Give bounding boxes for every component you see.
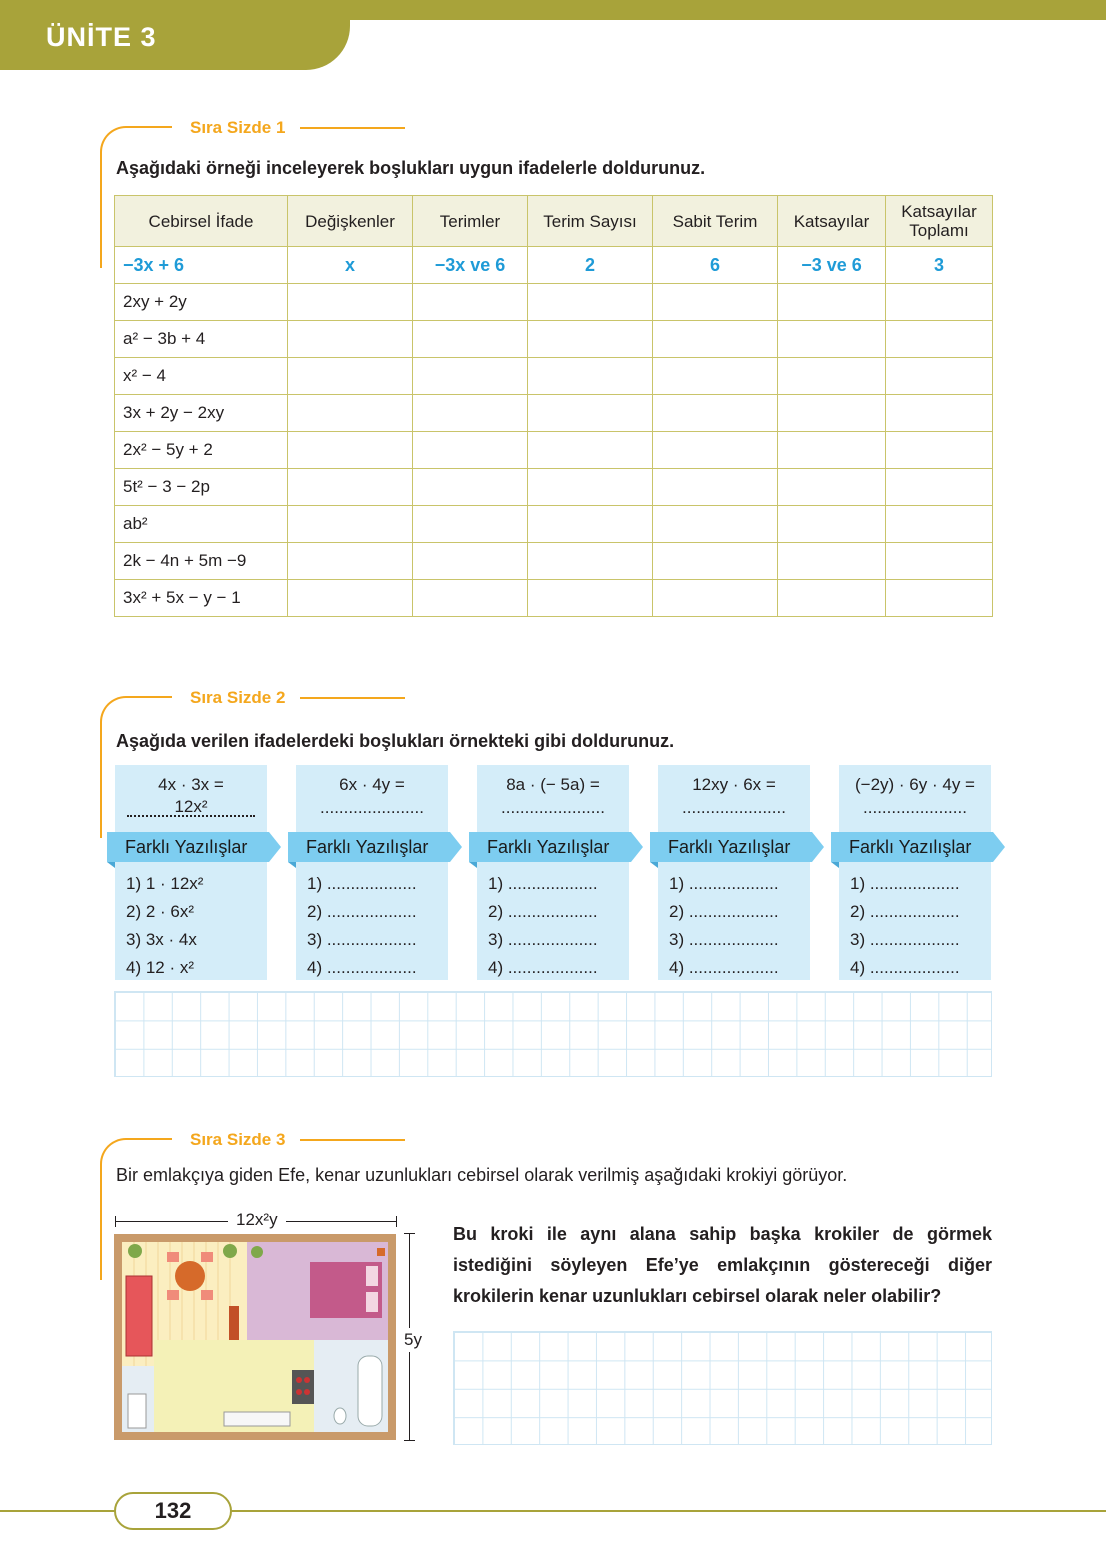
answer-cell[interactable] bbox=[528, 358, 653, 395]
table-header-row bbox=[115, 196, 993, 247]
card-list bbox=[307, 870, 417, 982]
chair bbox=[167, 1252, 179, 1262]
list-item[interactable]: 3) ................... bbox=[669, 930, 779, 949]
cabinet bbox=[229, 1306, 239, 1342]
list-item[interactable]: 3) ................... bbox=[850, 930, 960, 949]
card-answer: 12x² bbox=[127, 797, 255, 817]
header-cell: Sabit Terim bbox=[653, 196, 778, 247]
header-cell: Katsayılar bbox=[778, 196, 886, 247]
table-row bbox=[115, 506, 993, 543]
section3-line bbox=[300, 1139, 405, 1141]
answer-cell[interactable] bbox=[886, 395, 993, 432]
product-card[interactable] bbox=[839, 765, 991, 980]
header-cell: Cebirsel İfade bbox=[115, 196, 288, 247]
answer-cell[interactable] bbox=[778, 543, 886, 580]
table-row bbox=[115, 469, 993, 506]
stairs bbox=[128, 1394, 146, 1428]
plant-icon bbox=[128, 1244, 142, 1258]
answer-cell[interactable] bbox=[413, 432, 528, 469]
list-item[interactable]: 1) ................... bbox=[488, 874, 598, 893]
example-cell: 3 bbox=[886, 247, 993, 284]
answer-cell[interactable] bbox=[778, 395, 886, 432]
answer-cell[interactable] bbox=[653, 543, 778, 580]
answer-cell[interactable] bbox=[886, 506, 993, 543]
section1-instruction: Aşağıdaki örneği inceleyerek boşlukları uygun ifadelerle doldurunuz. bbox=[116, 158, 706, 178]
width-label bbox=[228, 1210, 286, 1230]
section1-line bbox=[300, 127, 405, 129]
answer-cell[interactable] bbox=[886, 432, 993, 469]
product-card[interactable] bbox=[296, 765, 448, 980]
answer-cell[interactable] bbox=[778, 580, 886, 617]
chair bbox=[201, 1290, 213, 1300]
answer-cell[interactable] bbox=[288, 543, 413, 580]
table-row bbox=[115, 580, 993, 617]
answer-cell[interactable] bbox=[413, 395, 528, 432]
answer-cell[interactable] bbox=[886, 358, 993, 395]
card-answer-blank[interactable]: ...................... bbox=[682, 798, 786, 817]
answer-cell[interactable] bbox=[413, 321, 528, 358]
answer-cell[interactable] bbox=[528, 284, 653, 321]
list-item[interactable]: 3) ................... bbox=[488, 930, 598, 949]
list-item[interactable]: 4) ................... bbox=[307, 958, 417, 977]
example-cell: −3 ve 6 bbox=[778, 247, 886, 284]
floor-plan-illustration bbox=[114, 1234, 396, 1440]
table-row bbox=[115, 358, 993, 395]
answer-cell[interactable] bbox=[413, 284, 528, 321]
table-row bbox=[115, 395, 993, 432]
list-item[interactable]: 2) ................... bbox=[307, 902, 417, 921]
list-item: 2) 2 · 6x² bbox=[126, 902, 195, 921]
list-item[interactable]: 4) ................... bbox=[488, 958, 598, 977]
card-question: 12xy · 6x = bbox=[692, 775, 776, 794]
answer-cell[interactable] bbox=[528, 395, 653, 432]
card-band: Farklı Yazılışlar bbox=[831, 832, 993, 862]
answer-cell[interactable] bbox=[653, 358, 778, 395]
card-question: 4x · 3x = bbox=[158, 775, 224, 794]
bathtub bbox=[358, 1356, 382, 1426]
answer-cell[interactable] bbox=[653, 432, 778, 469]
list-item[interactable]: 4) ................... bbox=[850, 958, 960, 977]
expression-cell: x² − 4 bbox=[115, 358, 288, 395]
header-cell: Terim Sayısı bbox=[528, 196, 653, 247]
expression-cell: ab² bbox=[115, 506, 288, 543]
list-item[interactable]: 2) ................... bbox=[488, 902, 598, 921]
example-cell: −3x ve 6 bbox=[413, 247, 528, 284]
product-card[interactable] bbox=[658, 765, 810, 980]
section3-question: Bu kroki ile aynı alana sahip başka krokiler de görmek istediğini söyleyen Efe’ye emlakçının göstereceği diğer krokilerin kenar uzunlukları cebirsel olarak neler olabilir? bbox=[453, 1224, 992, 1306]
header-cell: Değişkenler bbox=[288, 196, 413, 247]
list-item[interactable]: 3) ................... bbox=[307, 930, 417, 949]
section2-line bbox=[300, 697, 405, 699]
section3-text: Bir emlakçıya giden Efe, kenar uzunlukları cebirsel olarak verilmiş aşağıdaki krokiyi görüyor. bbox=[116, 1165, 848, 1185]
answer-cell[interactable] bbox=[886, 580, 993, 617]
answer-cell[interactable] bbox=[886, 469, 993, 506]
list-item[interactable]: 1) ................... bbox=[669, 874, 779, 893]
list-item[interactable]: 2) ................... bbox=[850, 902, 960, 921]
expression-cell: 5t² − 3 − 2p bbox=[115, 469, 288, 506]
section3-title: Sıra Sizde 3 bbox=[190, 1130, 286, 1149]
answer-cell[interactable] bbox=[653, 395, 778, 432]
plant-icon bbox=[251, 1246, 263, 1258]
answer-cell[interactable] bbox=[528, 432, 653, 469]
answer-cell[interactable] bbox=[288, 506, 413, 543]
answer-cell[interactable] bbox=[413, 506, 528, 543]
sofa bbox=[126, 1276, 152, 1356]
dining-table bbox=[175, 1261, 205, 1291]
list-item[interactable]: 2) ................... bbox=[669, 902, 779, 921]
card-list bbox=[850, 870, 960, 982]
dimension-tick bbox=[396, 1216, 397, 1227]
header-cell: Katsayılar Toplamı bbox=[886, 196, 993, 247]
answer-cell[interactable] bbox=[778, 321, 886, 358]
plant-icon bbox=[223, 1244, 237, 1258]
dimension-tick bbox=[115, 1216, 116, 1227]
stove bbox=[292, 1370, 314, 1404]
card-answer-blank[interactable]: ...................... bbox=[501, 798, 605, 817]
table-row bbox=[115, 543, 993, 580]
answer-cell[interactable] bbox=[886, 321, 993, 358]
answer-cell[interactable] bbox=[886, 284, 993, 321]
answer-cell[interactable] bbox=[413, 358, 528, 395]
answer-cell[interactable] bbox=[528, 543, 653, 580]
card-list bbox=[488, 870, 598, 982]
answer-cell[interactable] bbox=[778, 284, 886, 321]
answer-cell[interactable] bbox=[288, 321, 413, 358]
card-band: Farklı Yazılışlar bbox=[650, 832, 812, 862]
card-band: Farklı Yazılışlar bbox=[469, 832, 631, 862]
answer-cell[interactable] bbox=[528, 469, 653, 506]
answer-cell[interactable] bbox=[653, 469, 778, 506]
list-item: 3) 3x · 4x bbox=[126, 930, 197, 949]
table-row bbox=[115, 321, 993, 358]
answer-cell[interactable] bbox=[778, 469, 886, 506]
chair bbox=[167, 1290, 179, 1300]
expression-cell: a² − 3b + 4 bbox=[115, 321, 288, 358]
answer-cell[interactable] bbox=[653, 580, 778, 617]
answer-cell[interactable] bbox=[653, 284, 778, 321]
answer-cell[interactable] bbox=[288, 284, 413, 321]
card-question: (−2y) · 6y · 4y = bbox=[855, 775, 975, 794]
width-label-text: 12x²y bbox=[236, 1210, 278, 1229]
example-cell: 6 bbox=[653, 247, 778, 284]
answer-cell[interactable] bbox=[886, 543, 993, 580]
example-cell: −3x + 6 bbox=[115, 247, 288, 284]
list-item: 1) 1 · 12x² bbox=[126, 874, 204, 893]
section1-title: Sıra Sizde 1 bbox=[190, 118, 286, 137]
table-row bbox=[115, 284, 993, 321]
card-band: Farklı Yazılışlar bbox=[288, 832, 450, 862]
answer-cell[interactable] bbox=[653, 321, 778, 358]
card-question: 8a · (− 5a) = bbox=[506, 775, 600, 794]
card-list bbox=[669, 870, 779, 982]
expression-cell: 3x + 2y − 2xy bbox=[115, 395, 288, 432]
answer-cell[interactable] bbox=[653, 506, 778, 543]
height-label bbox=[404, 1328, 422, 1352]
answer-cell[interactable] bbox=[778, 358, 886, 395]
answer-cell[interactable] bbox=[413, 543, 528, 580]
list-item[interactable]: 1) ................... bbox=[307, 874, 417, 893]
list-item[interactable]: 4) ................... bbox=[669, 958, 779, 977]
card-list bbox=[126, 870, 203, 982]
chair bbox=[201, 1252, 213, 1262]
list-item: 4) 12 · x² bbox=[126, 958, 195, 977]
header-cell: Terimler bbox=[413, 196, 528, 247]
product-card bbox=[115, 765, 267, 980]
unit-title: ÜNİTE 3 bbox=[46, 22, 157, 52]
card-question: 6x · 4y = bbox=[339, 775, 405, 794]
example-row bbox=[115, 247, 993, 284]
section2-title: Sıra Sizde 2 bbox=[190, 688, 286, 707]
page-number: 132 bbox=[114, 1492, 232, 1530]
example-cell: 2 bbox=[528, 247, 653, 284]
expression-cell: 2k − 4n + 5m −9 bbox=[115, 543, 288, 580]
counter bbox=[224, 1412, 290, 1426]
answer-cell[interactable] bbox=[288, 395, 413, 432]
card-answer-blank[interactable]: ...................... bbox=[320, 798, 424, 817]
answer-cell[interactable] bbox=[413, 469, 528, 506]
grid-workspace[interactable] bbox=[114, 991, 992, 1077]
answer-cell[interactable] bbox=[413, 580, 528, 617]
algebra-table bbox=[114, 195, 993, 617]
answer-cell[interactable] bbox=[528, 506, 653, 543]
answer-cell[interactable] bbox=[288, 432, 413, 469]
expression-cell: 3x² + 5x − y − 1 bbox=[115, 580, 288, 617]
answer-cell[interactable] bbox=[528, 580, 653, 617]
section2-instruction: Aşağıda verilen ifadelerdeki boşlukları örnekteki gibi doldurunuz. bbox=[116, 731, 675, 751]
answer-cell[interactable] bbox=[288, 469, 413, 506]
answer-cell[interactable] bbox=[288, 358, 413, 395]
expression-cell: 2xy + 2y bbox=[115, 284, 288, 321]
card-answer-blank[interactable]: ...................... bbox=[863, 798, 967, 817]
answer-cell[interactable] bbox=[528, 321, 653, 358]
answer-cell[interactable] bbox=[778, 506, 886, 543]
list-item[interactable]: 1) ................... bbox=[850, 874, 960, 893]
height-label-text: 5y bbox=[404, 1330, 422, 1349]
unit-tab bbox=[0, 0, 350, 70]
example-cell: x bbox=[288, 247, 413, 284]
table-row bbox=[115, 432, 993, 469]
expression-cell: 2x² − 5y + 2 bbox=[115, 432, 288, 469]
dimension-tick bbox=[404, 1440, 415, 1441]
answer-grid[interactable] bbox=[453, 1331, 992, 1445]
product-card[interactable] bbox=[477, 765, 629, 980]
answer-cell[interactable] bbox=[288, 580, 413, 617]
toilet bbox=[334, 1408, 346, 1424]
dimension-tick bbox=[404, 1233, 415, 1234]
answer-cell[interactable] bbox=[778, 432, 886, 469]
card-band: Farklı Yazılışlar bbox=[107, 832, 269, 862]
